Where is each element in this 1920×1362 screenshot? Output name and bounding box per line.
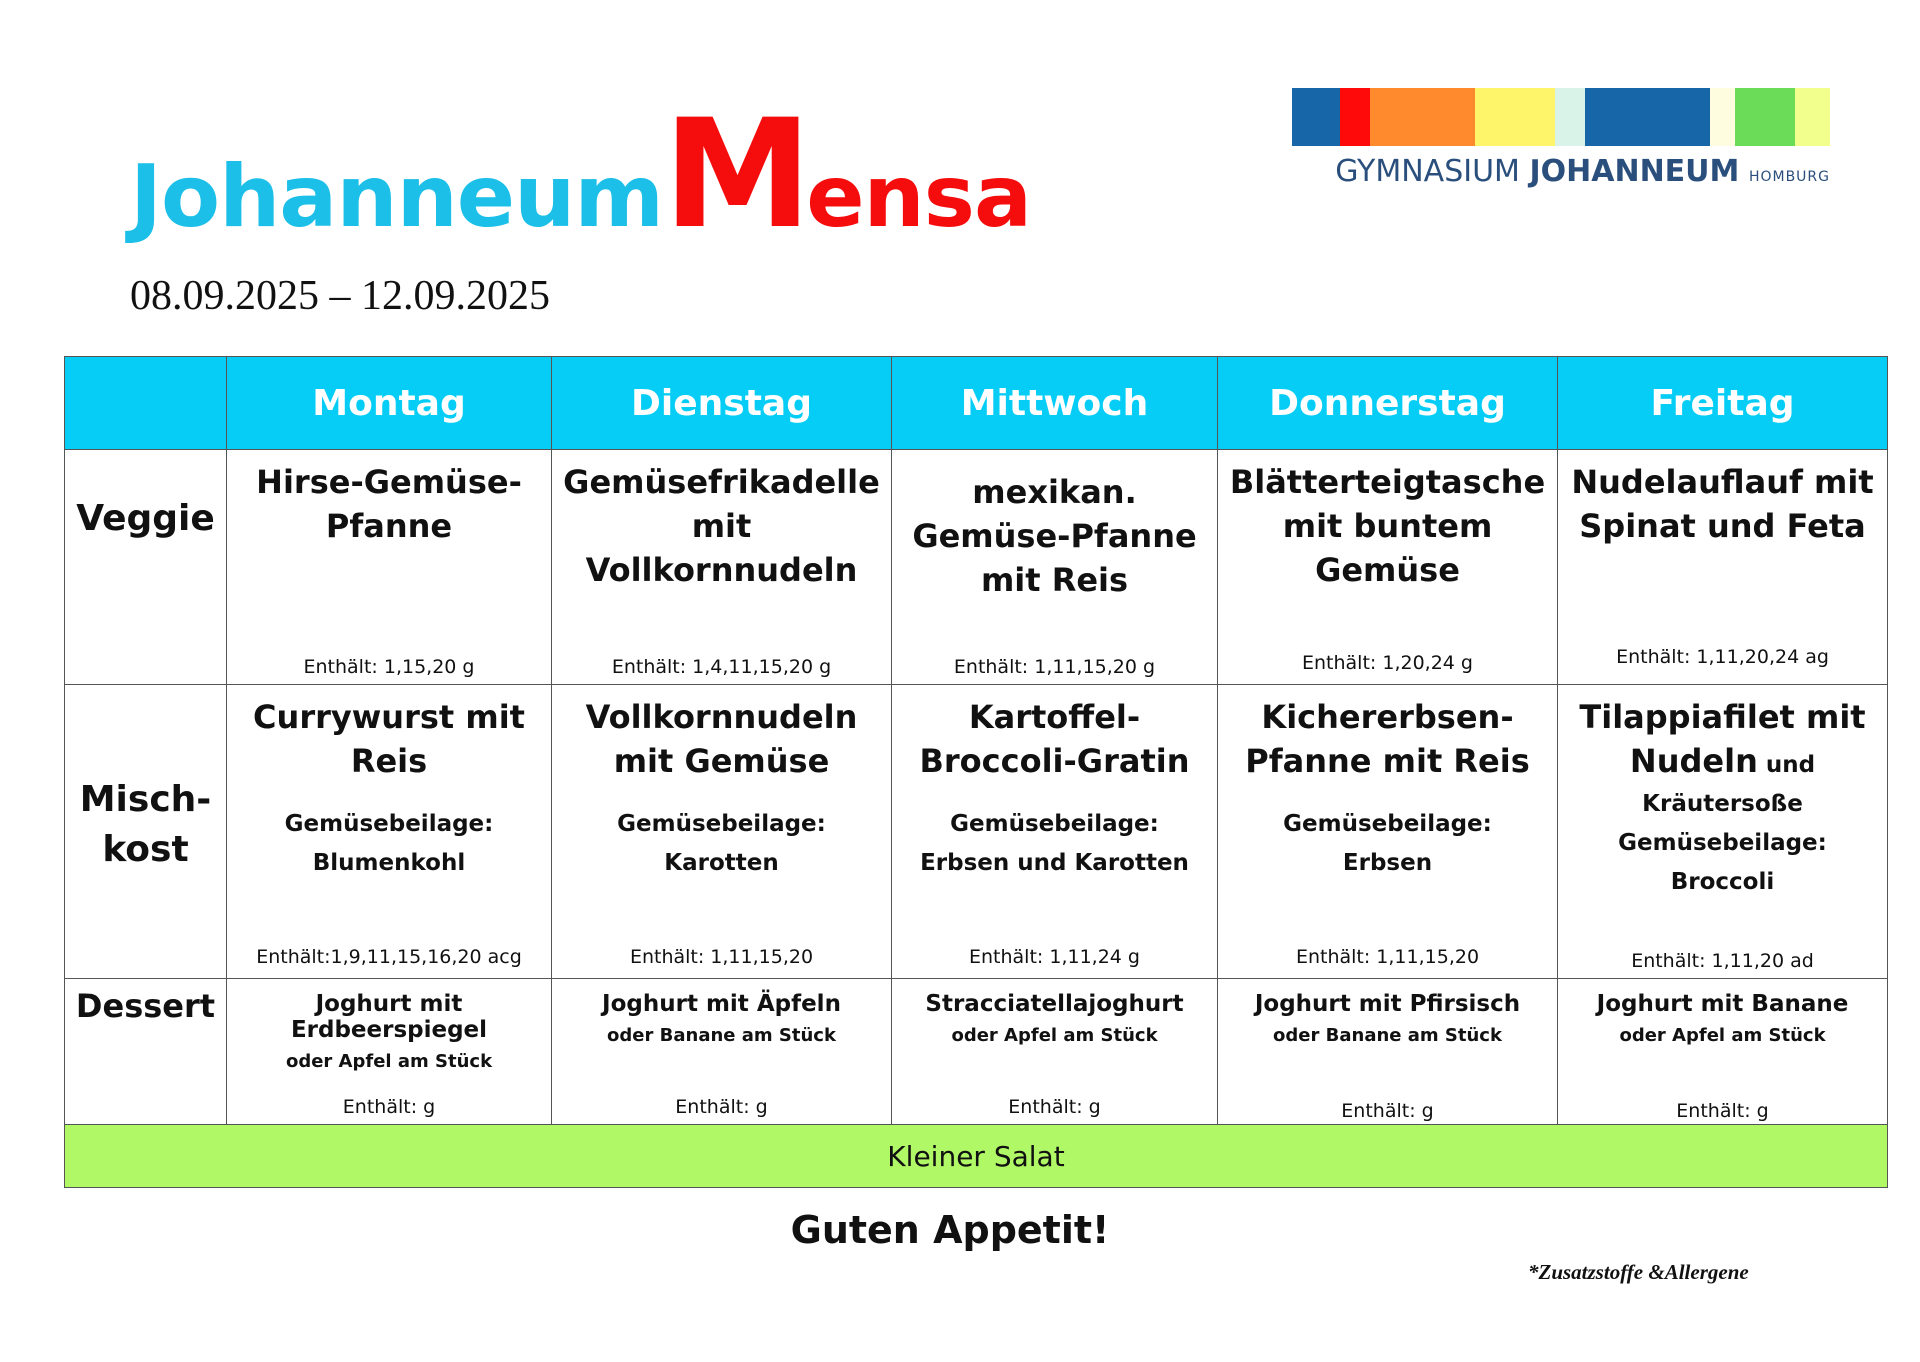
row-label-veggie: Veggie — [65, 450, 227, 685]
row-label-mischkost — [65, 685, 227, 979]
corner-cell — [65, 357, 227, 450]
logo-stripe — [1475, 88, 1555, 146]
dessert-alternative: oder Banane am Stück — [607, 1025, 836, 1046]
dessert-cell — [892, 979, 1218, 1125]
allergen-info: Enthält: g — [342, 1096, 436, 1118]
dish-name: Kartoffel-Broccoli-Gratin — [919, 698, 1190, 780]
page-title — [130, 88, 1032, 262]
dish-name: Blätterteigtasche mit buntem Gemüse — [1229, 463, 1546, 589]
dessert-alternative: oder Banane am Stück — [1273, 1025, 1502, 1046]
side-dish: Blumenkohl — [312, 850, 466, 876]
veggie-cell — [227, 450, 552, 685]
dessert-cell — [552, 979, 892, 1125]
allergen-info: Enthält: 1,11,20,24 ag — [1616, 646, 1829, 668]
logo-color-stripes — [1292, 88, 1830, 146]
day-header: Mittwoch — [892, 357, 1218, 450]
logo-stripe — [1340, 88, 1370, 146]
allergen-info: Enthält: 1,4,11,15,20 g — [611, 656, 832, 678]
day-header: Dienstag — [552, 357, 892, 450]
veggie-cell — [892, 450, 1218, 685]
row-label-line: kost — [102, 829, 189, 870]
date-range: 08.09.2025 – 12.09.2025 — [130, 273, 550, 319]
mischkost-cell — [227, 685, 552, 979]
side-label: Gemüsebeilage: — [284, 811, 494, 837]
logo-stripe — [1370, 88, 1475, 146]
allergen-info: Enthält: 1,11,15,20 g — [953, 656, 1156, 678]
logo-stripe — [1735, 88, 1795, 146]
mischkost-cell — [1558, 685, 1888, 979]
side-label: Gemüsebeilage: — [950, 811, 1159, 837]
salad-row — [65, 1125, 1888, 1188]
day-header: Freitag — [1558, 357, 1888, 450]
allergen-info: Enthält: 1,11,24 g — [969, 946, 1140, 968]
dessert-name: Stracciatellajoghurt — [925, 991, 1184, 1017]
veggie-cell — [1218, 450, 1558, 685]
mischkost-row — [65, 685, 1888, 979]
title-johanneum: Johanneum — [130, 147, 663, 247]
title-ensa: ensa — [806, 147, 1032, 247]
allergen-info: Enthält: 1,20,24 g — [1302, 652, 1473, 674]
logo-city: HOMBURG — [1748, 169, 1830, 185]
dish-name: mexikan. Gemüse-Pfanne mit Reis — [912, 473, 1197, 599]
day-header: Donnerstag — [1218, 357, 1558, 450]
logo-stripe — [1292, 88, 1340, 146]
dessert-alternative: oder Apfel am Stück — [951, 1025, 1158, 1046]
dish-name: Currywurst mit Reis — [253, 698, 525, 780]
veggie-cell — [552, 450, 892, 685]
allergen-info: Enthält: g — [1341, 1100, 1434, 1122]
veggie-row — [65, 450, 1888, 685]
dish-sauce: Kräutersoße — [1642, 791, 1803, 817]
veggie-cell — [1558, 450, 1888, 685]
dish-name: Kichererbsen-Pfanne mit Reis — [1245, 698, 1530, 780]
side-dish: Erbsen und Karotten — [920, 850, 1189, 876]
row-label-line: Misch- — [79, 779, 212, 820]
title-m: M — [662, 88, 807, 262]
dessert-alternative: oder Apfel am Stück — [285, 1051, 493, 1072]
side-dish: Karotten — [664, 850, 779, 876]
side-label: Gemüsebeilage: — [1283, 811, 1492, 837]
allergen-info: Enthält: 1,11,15,20 — [629, 946, 814, 968]
mischkost-cell — [892, 685, 1218, 979]
allergen-info: Enthält: 1,15,20 g — [303, 656, 475, 678]
school-logo — [1292, 88, 1830, 189]
dish-extra: und — [1757, 752, 1816, 778]
allergen-info: Enthält: g — [1676, 1100, 1769, 1122]
dessert-name: Joghurt mit Erdbeerspiegel — [290, 991, 488, 1043]
dessert-cell — [1558, 979, 1888, 1125]
allergen-footnote: *Zusatzstoffe &Allergene — [1528, 1260, 1749, 1284]
dessert-cell — [227, 979, 552, 1125]
allergen-info: Enthält: 1,11,15,20 — [1295, 946, 1480, 968]
logo-prefix: GYMNASIUM — [1335, 154, 1530, 189]
mischkost-cell — [1218, 685, 1558, 979]
dessert-name: Joghurt mit Pfirsisch — [1254, 991, 1521, 1017]
logo-school-name — [1292, 154, 1830, 189]
dish-name: Vollkornnudeln mit Gemüse — [585, 698, 858, 780]
allergen-info: Enthält: 1,11,20 ad — [1631, 950, 1814, 972]
logo-stripe — [1795, 88, 1830, 146]
dish-name: Gemüsefrikadelle mit Vollkornnudeln — [563, 463, 880, 589]
logo-stripe — [1555, 88, 1585, 146]
dessert-name: Joghurt mit Banane — [1596, 991, 1849, 1017]
dessert-alternative: oder Apfel am Stück — [1619, 1025, 1826, 1046]
allergen-info: Enthält: g — [1008, 1096, 1101, 1118]
day-header: Montag — [227, 357, 552, 450]
greeting: Guten Appetit! — [790, 1208, 1110, 1252]
menu-table — [64, 356, 1888, 1188]
salad-banner: Kleiner Salat — [65, 1125, 1888, 1188]
row-label-dessert: Dessert — [65, 979, 227, 1125]
logo-stripe — [1585, 88, 1710, 146]
allergen-info: Enthält: g — [675, 1096, 768, 1118]
dessert-row — [65, 979, 1888, 1125]
dish-name: Hirse-Gemüse-Pfanne — [256, 463, 522, 545]
logo-name: JOHANNEUM — [1529, 154, 1740, 189]
allergen-info: Enthält:1,9,11,15,16,20 acg — [256, 946, 522, 968]
side-dish: Erbsen — [1342, 850, 1433, 876]
day-header-row — [65, 357, 1888, 450]
logo-stripe — [1710, 88, 1735, 146]
dessert-name: Joghurt mit Äpfeln — [602, 991, 841, 1017]
dish-name: Nudelauflauf mit Spinat und Feta — [1571, 463, 1874, 545]
dessert-cell — [1218, 979, 1558, 1125]
dish-name — [1558, 695, 1887, 785]
side-dish: Broccoli — [1670, 869, 1775, 895]
side-label: Gemüsebeilage: — [617, 811, 826, 837]
mischkost-cell — [552, 685, 892, 979]
side-label: Gemüsebeilage: — [1618, 830, 1827, 856]
dish-main: Tilappiafilet mit Nudeln — [1579, 698, 1866, 780]
